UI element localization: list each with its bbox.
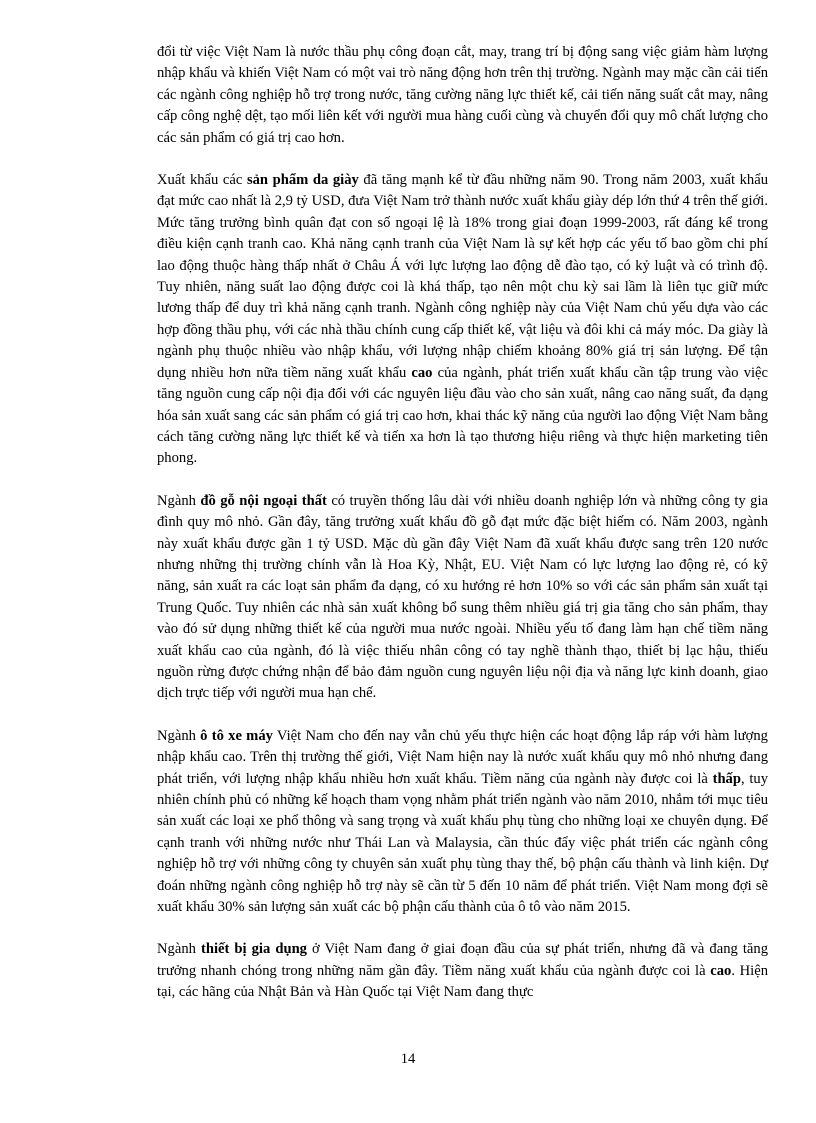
paragraph-text: Việt Nam cho đến nay vẫn chủ yếu thực hiện các hoạt động lắp ráp với hàm lượng nhập khẩu cao. Trên thị trường thế giới, Việt Nam hiện nay là nước xuất khẩu quy mô nhỏ nhưng đang phát triển, với lượng nhập khẩu nhiều hơn xuất khẩu. Tiềm năng của ngành này được coi là	[157, 727, 768, 787]
bold-term: sản phẩm da giày	[246, 172, 359, 189]
paragraph-text: đổi từ việc Việt Nam là nước thầu phụ công đoạn cắt, may, trang trí bị động sang việc giảm hàm lượng nhập khẩu và khiến Việt Nam có một vai trò năng động hơn trên thị trường. Ngành may mặc cần cải tiến các ngành công nghiệp hỗ trợ trong nước, tăng cường năng lực thiết kế, cải tiến năng suất cắt may, nâng cấp công nghệ dệt, tạo mối liên kết với người mua hàng cuối cùng và chuyển đổi quy mô chất lượng cho các sản phẩm có giá trị cao hơn.	[157, 44, 768, 146]
paragraph-text: ở Việt Nam đang ở giai đoạn đầu của sự phát triển, nhưng đã và đang tăng trưởng nhanh chóng trong những năm gần đây. Tiềm năng xuất khẩu của ngành được coi là	[157, 941, 768, 979]
paragraph-text: . Hiện tại, các hãng của Nhật Bản và Hàn Quốc tại Việt Nam đang thực	[157, 962, 768, 1001]
bold-term: cao	[710, 962, 732, 979]
bold-term: thấp	[712, 770, 741, 787]
paragraph-text: có truyền thống lâu dài với nhiều doanh nghiệp lớn và những công ty gia đình quy mô nhỏ. Gần đây, tăng trưởng xuất khẩu đồ gỗ đạt mức đặc biệt hiếm có. Năm 2003, ngành này xuất khẩu được gần 1 tỷ USD. Mặc dù gần đây Việt Nam đã xuất khẩu được sang trên 120 nước nhưng những thị trường chính vẫn là Hoa Kỳ, Nhật, EU. Việt Nam có lực lượng lao động rẻ, có kỹ năng, sản xuất ra các loạt sản phẩm đa dạng, có xu hướng rẻ hơn 10% so với các sản phẩm sản xuất tại Trung Quốc. Tuy nhiên các nhà sản xuất không bổ sung thêm nhiều giá trị gia tăng cho sản phẩm, thay vào đó sử dụng những thiết kế của người mua nước ngoài. Nhiều yếu tố đang làm hạn chế tiềm năng xuất khẩu cao của ngành, đó là việc thiếu nhân công có tay nghề thành thạo, thiết bị lạc hậu, thiếu nguồn rừng được chứng nhận để bảo đảm nguồn cung nguyên liệu nội địa và năng lực kinh doanh, giao dịch trực tiếp với người mua hạn chế.	[157, 492, 769, 702]
paragraph-automotive	[157, 726, 768, 919]
paragraph-text: đã tăng mạnh kể từ đầu những năm 90. Trong năm 2003, xuất khẩu đạt mức cao nhất là 2,9 tỷ USD, đưa Việt Nam trở thành nước xuất khẩu giày dép lớn thứ 4 trên thế giới. Mức tăng trưởng bình quân đạt con số ngoại lệ là 18% trong giai đoạn 1999-2003, rất đáng kể trong điều kiện cạnh tranh cao. Khả năng cạnh tranh của Việt Nam là sự kết hợp các yếu tố bao gồm chi phí lao động thuộc hàng thấp nhất ở Châu Á với lực lượng lao động dễ đào tạo, có kỷ luật và có trình độ. Tuy nhiên, năng suất lao động được coi là khá thấp, tạo nên một chu kỳ sai lầm là liên tục giữ mức lương thấp để duy trì khả năng cạnh tranh. Ngành công nghiệp này của Việt Nam chủ yếu dựa vào các hợp đồng thầu phụ, với các nhà thầu chính cung cấp thiết kế, vật liệu và đôi khi cả máy móc. Da giày là ngành phụ thuộc nhiều vào nhập khẩu, với lượng nhập chiếm khoảng 80% giá trị sản lượng. Để tận dụng nhiều hơn nữa tiềm năng xuất khẩu	[157, 172, 768, 381]
bold-term: ô tô xe máy	[200, 727, 273, 744]
paragraph-text: , tuy nhiên chính phủ có những kế hoạch tham vọng nhằm phát triển ngành vào năm 2010, nhắm tới mục tiêu sản xuất các loại xe phổ thông và sang trọng và xuất khẩu phụ tùng cho những loại xe chuyên dụng. Để cạnh tranh với những nước như Thái Lan và Malaysia, cần thúc đẩy việc phát triển các ngành công nghiệp hỗ trợ với những công ty chuyên sản xuất phụ tùng thay thế, bộ phận cấu thành và linh kiện. Dự đoán những ngành công nghiệp hỗ trợ này sẽ cần từ 5 đến 10 năm để phát triển. Việt Nam mong đợi sẽ xuất khẩu 30% sản lượng sản xuất các bộ phận cấu thành của ô tô vào năm 2015.	[157, 770, 768, 916]
bold-term: cao	[411, 364, 433, 381]
bold-term: thiết bị gia dụng	[200, 941, 307, 958]
paragraph-home-appliances	[157, 939, 768, 1003]
paragraph-garment	[157, 42, 768, 149]
paragraph-leather-footwear	[157, 170, 768, 470]
paragraph-text: Ngành	[157, 492, 201, 509]
paragraph-furniture	[157, 491, 768, 705]
document-body	[157, 42, 768, 1025]
paragraph-text: Ngành	[157, 727, 201, 744]
paragraph-text: Ngành	[157, 941, 201, 958]
bold-term: đồ gỗ nội ngoại thất	[200, 492, 327, 509]
paragraph-text: của ngành, phát triển xuất khẩu cần tập trung vào việc tăng nguồn cung cấp nội địa đối với các nguyên liệu đầu vào cho sản xuất, nâng cao năng suất, đa dạng hóa sản xuất sang các sản phẩm có giá trị cao hơn, khai thác kỹ năng của người lao động Việt Nam bằng cách tăng cường năng lực thiết kế và tiến xa hơn là tạo thương hiệu riêng và thực hiện marketing tiên phong.	[157, 364, 769, 467]
paragraph-text: Xuất khẩu các	[157, 172, 247, 189]
page-number: 14	[400, 1051, 416, 1067]
